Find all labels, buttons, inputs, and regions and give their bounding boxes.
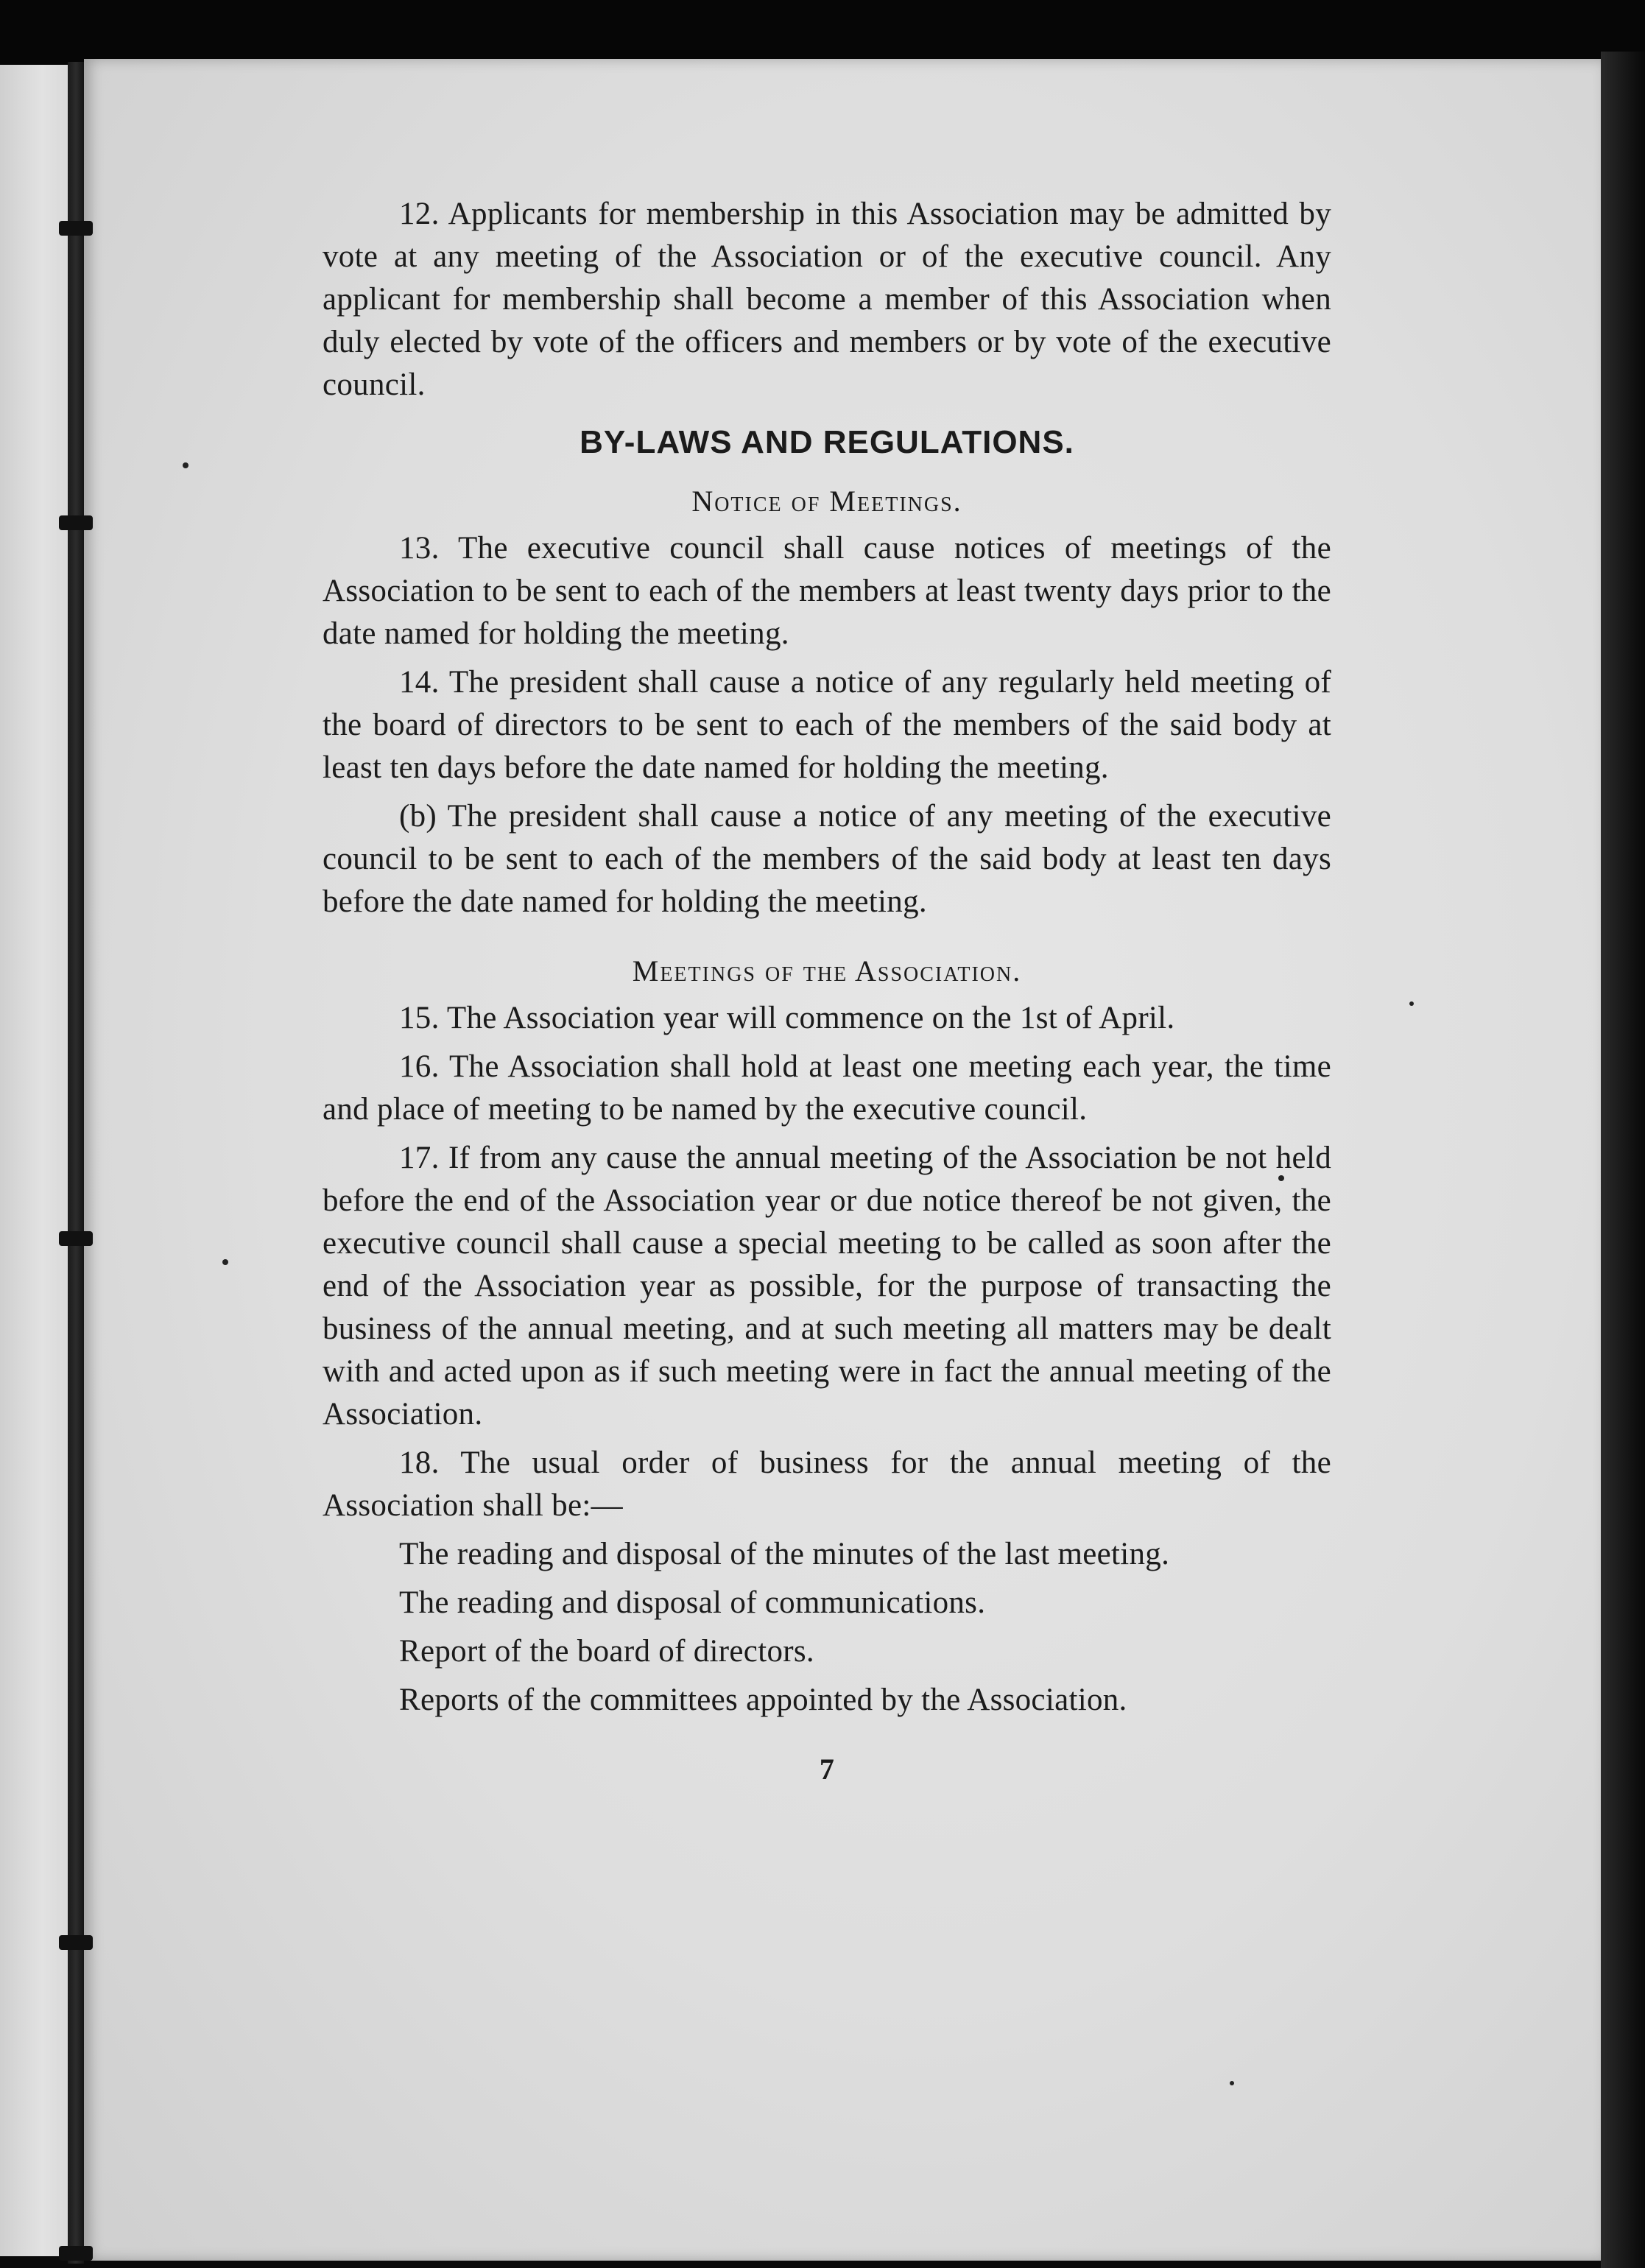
paragraph-17: 17. If from any cause the annual meeting of the Association be not held before the end of the Association year or due notice thereof be not given, the executive council shall cause a special meeting to be called as soon after the end of the Association year as possible, for the purpose of transacting the business of the annual meeting, and at such meeting all matters may be dealt with and acted upon as if such meeting were in fact the annual meeting of the Association. <box>323 1141 1331 1431</box>
order-item-committee-reports: Reports of the committees appointed by the Association. <box>399 1683 1127 1717</box>
paragraph-18: 18. The usual order of business for the annual meeting of the Association shall be:— <box>323 1445 1331 1523</box>
paragraph-13: 13. The executive council shall cause notices of meetings of the Association to be sent to each of the members at least twenty days prior to the date named for holding the meeting. <box>323 531 1331 651</box>
meetings-of-association-heading: Meetings of the Association. <box>632 954 1022 987</box>
binding-stitch <box>59 1231 93 1246</box>
dust-speck <box>1409 1001 1414 1006</box>
binding-stitch <box>59 221 93 236</box>
dust-speck <box>183 462 189 468</box>
bylaws-heading: BY-LAWS AND REGULATIONS. <box>580 424 1074 460</box>
facing-page-edge <box>0 65 71 2256</box>
binding-stitch <box>59 1935 93 1950</box>
order-item-board-report: Report of the board of directors. <box>399 1634 814 1669</box>
paragraph-14b: (b) The president shall cause a notice of any meeting of the executive council to be sent to each of the members of the said body at least ten days before the date named for holding the meeting. <box>323 799 1331 919</box>
notice-of-meetings-heading: Notice of Meetings. <box>691 485 962 518</box>
paragraph-15: 15. The Association year will commence on the 1st of April. <box>399 1001 1175 1035</box>
paragraph-16: 16. The Association shall hold at least one meeting each year, the time and place of meeting to be named by the executive council. <box>323 1049 1331 1127</box>
dust-speck <box>1230 2081 1234 2085</box>
dust-speck <box>222 1259 228 1265</box>
paragraph-14: 14. The president shall cause a notice of any regularly held meeting of the board of directors to be sent to each of the members of the said body at least ten days before the date named for holding the meeting. <box>323 665 1331 785</box>
binding-stitch <box>59 515 93 530</box>
page-text <box>323 193 1331 1791</box>
book-spine <box>68 62 84 2264</box>
order-item-communications: The reading and disposal of communications. <box>399 1585 986 1620</box>
order-item-minutes: The reading and disposal of the minutes of the last meeting. <box>399 1537 1170 1571</box>
scan-border-top <box>0 0 1645 65</box>
page-number: 7 <box>819 1753 835 1786</box>
binding-stitch <box>59 2246 93 2261</box>
paragraph-12: 12. Applicants for membership in this Association may be admitted by vote at any meeting of the Association or of the executive council. Any applicant for membership shall become a member of this Association when duly elected by vote of the officers and members or by vote of the executive council. <box>323 197 1331 402</box>
scan-border-right <box>1601 52 1645 2268</box>
